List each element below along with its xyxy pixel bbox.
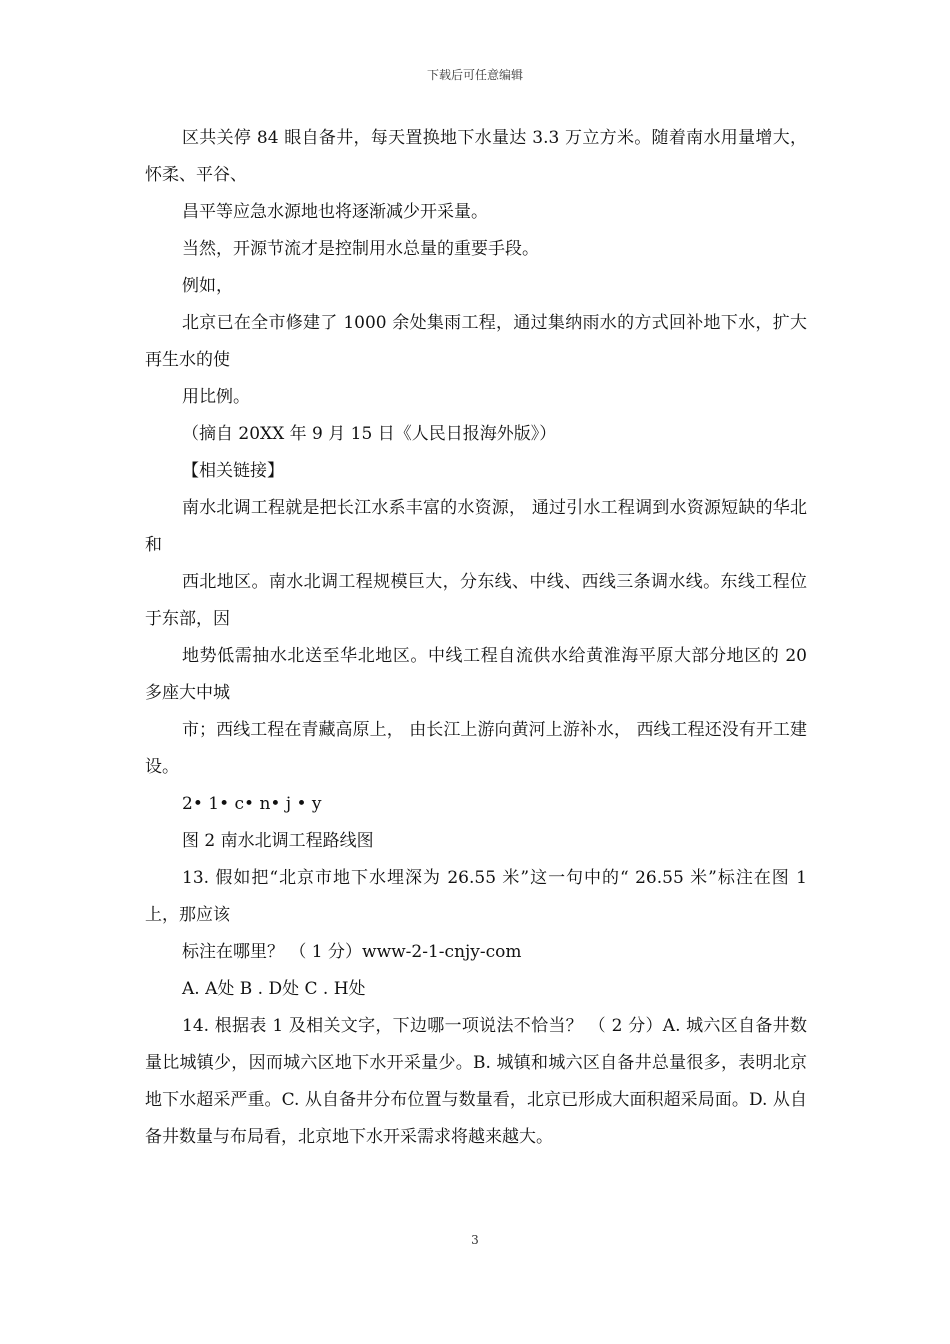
question-13: 13. 假如把“北京市地下水埋深为 26.55 米”这一句中的“ 26.55 米”标注在图 1 上，那应该	[145, 868, 807, 925]
page-header: 下载后可任意编辑	[426, 68, 523, 82]
paragraph-text: 地势低需抽水北送至华北地区。中线工程自流供水给黄淮海平原大部分地区的 20 多座大中城	[145, 646, 807, 703]
citation-source: （摘自 20XX 年 9 月 15 日《人民日报海外版》）	[182, 424, 557, 444]
question-13-options: A. A处 B . D处 C . H处	[182, 979, 366, 999]
figure-caption: 图 2 南水北调工程路线图	[182, 831, 374, 851]
watermark-text: 2• 1• c• n• j • y	[182, 794, 322, 814]
paragraph-text: 用比例。	[182, 387, 250, 407]
document-body	[145, 120, 807, 1156]
paragraph-text: 南水北调工程就是把长江水系丰富的水资源， 通过引水工程调到水资源短缺的华北和	[145, 498, 807, 555]
section-heading: 【相关链接】	[182, 461, 284, 481]
paragraph-text: 北京已在全市修建了 1000 余处集雨工程，通过集纳雨水的方式回补地下水，扩大再生水的使	[145, 313, 807, 370]
paragraph-text: 昌平等应急水源地也将逐渐减少开采量。	[182, 202, 488, 222]
paragraph-text: 市；西线工程在青藏高原上， 由长江上游向黄河上游补水， 西线工程还没有开工建设。	[145, 720, 807, 777]
paragraph-text: 区共关停 84 眼自备井，每天置换地下水量达 3.3 万立方米。随着南水用量增大，怀柔、平谷、	[145, 128, 807, 185]
paragraph-text: 西北地区。南水北调工程规模巨大，分东线、中线、西线三条调水线。东线工程位于东部，因	[145, 572, 807, 629]
paragraph-text: 当然，开源节流才是控制用水总量的重要手段。	[182, 239, 539, 259]
question-13-continued: 标注在哪里？ （ 1 分）www-2-1-cnjy-com	[182, 942, 522, 962]
page-number: 3	[471, 1233, 479, 1247]
paragraph-text: 例如，	[182, 276, 233, 296]
question-14: 14. 根据表 1 及相关文字，下边哪一项说法不恰当？ （ 2 分）A. 城六区自备井数量比城镇少，因而城六区地下水开采量少。B. 城镇和城六区自备井总量很多，表明北京地下水超采严重。C. 从自备井分布位置与数量看，北京已形成大面积超采局面。D. 从自备井数量与布局看，北京地下水开采需求将越来越大。	[145, 1016, 807, 1147]
